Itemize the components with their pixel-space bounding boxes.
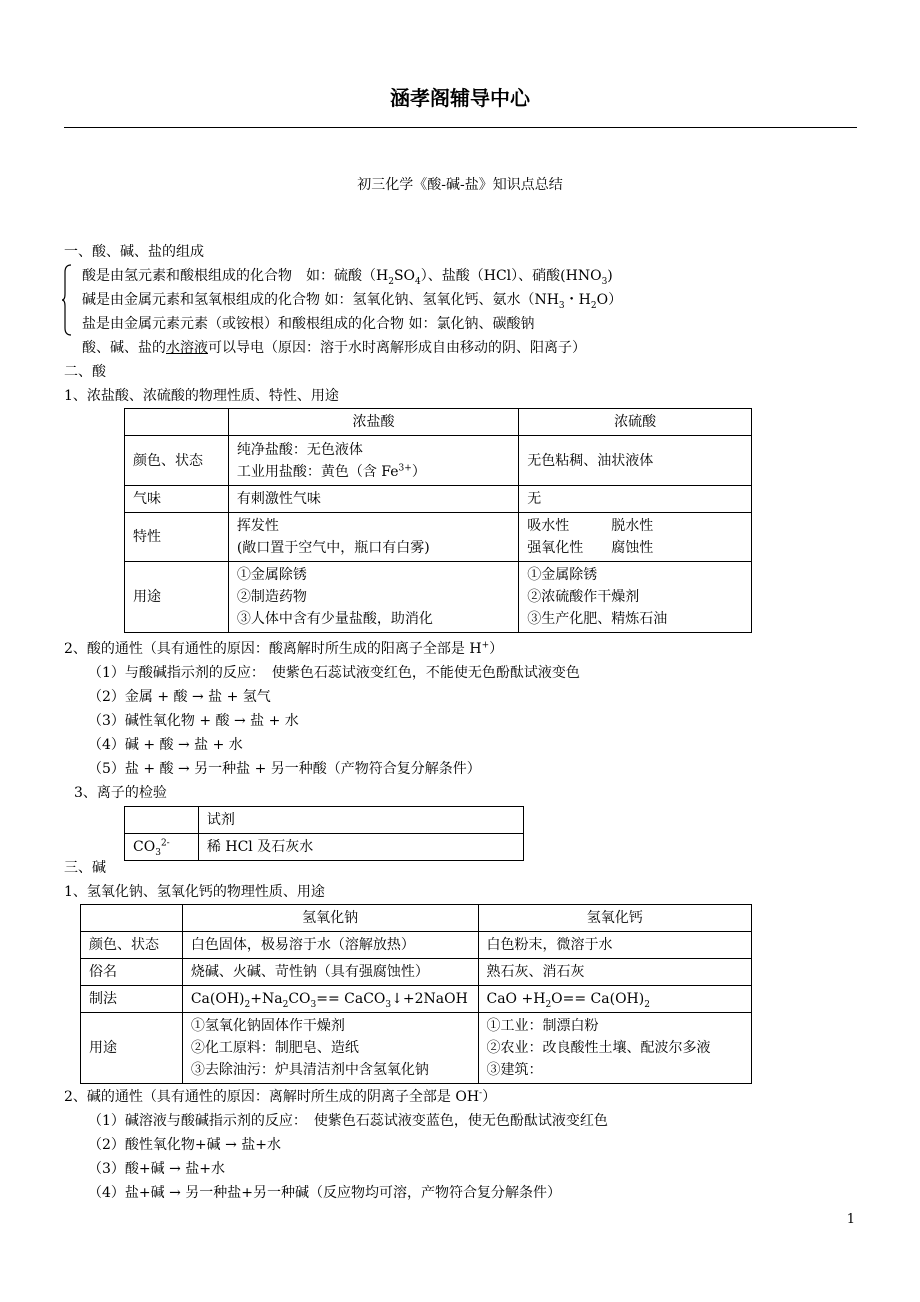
base-property-item: （3）酸+碱 → 盐+水 (88, 1161, 225, 1177)
table-cell: 白色固体，极易溶于水（溶解放热） (182, 932, 478, 959)
acid-property-item: （1）与酸碱指示剂的反应： 使紫色石蕊试液变红色，不能使无色酚酞试液变色 (88, 665, 580, 681)
page-title: 涵孝阁辅导中心 (390, 86, 530, 110)
acid-properties-table (124, 408, 752, 633)
reagent-cell: 稀 HCl 及石灰水 (198, 834, 523, 861)
table-cell: 烧碱、火碱、苛性钠（具有强腐蚀性） (182, 959, 478, 986)
acid-properties-heading: 1、浓盐酸、浓硫酸的物理性质、特性、用途 (64, 388, 339, 404)
row-label: 用途 (125, 562, 229, 633)
base-properties-heading: 1、氢氧化钠、氢氧化钙的物理性质、用途 (64, 884, 325, 900)
underlined-term: 水溶液 (166, 340, 208, 356)
table-cell: 无 (519, 486, 752, 513)
row-label: 制法 (81, 986, 183, 1013)
acid-property-item: （3）碱性氧化物 + 酸 → 盐 + 水 (88, 713, 299, 729)
row-label: 特性 (125, 513, 229, 562)
table-cell: 白色粉末，微溶于水 (478, 932, 752, 959)
base-general-properties: 2、碱的通性（具有通性的原因：离解时所生成的阴离子全部是 OH-） (64, 1088, 497, 1105)
table-header: 浓盐酸 (228, 409, 518, 436)
row-label: 颜色、状态 (81, 932, 183, 959)
section2-heading: 二、酸 (64, 364, 106, 380)
table-cell: 无色粘稠、油状液体 (519, 436, 752, 486)
table-cell: ①工业：制漂白粉 ②农业：改良酸性土壤、配波尔多液 ③建筑： (478, 1013, 752, 1084)
acid-property-item: （4）碱 + 酸 → 盐 + 水 (88, 737, 243, 753)
table-header: 浓硫酸 (519, 409, 752, 436)
table-cell: 吸水性 脱水性 强氧化性 腐蚀性 (519, 513, 752, 562)
table-cell: 熟石灰、消石灰 (478, 959, 752, 986)
table-header-empty (125, 409, 229, 436)
ion-test-table (124, 806, 524, 861)
base-properties-table (80, 904, 752, 1084)
acid-property-item: （2）金属 + 酸 → 盐 + 氢气 (88, 689, 271, 705)
table-cell: $Ca(OH)_2+Na_2CO_3==$ CaCO$_3$↓+2NaOH (182, 986, 478, 1013)
table-header: 氢氧化钙 (478, 905, 752, 932)
base-definition: 碱是由金属元素和氢氧根组成的化合物 如：氢氧化钠、氢氧化钙、氨水（$NH_3$・$H_2O$） (82, 292, 623, 311)
row-label: 颜色、状态 (125, 436, 229, 486)
ion-cell: $CO_3^{2-}$ (125, 834, 199, 861)
section3-heading: 三、碱 (64, 860, 106, 876)
row-label: 气味 (125, 486, 229, 513)
ion-test-heading: 3、离子的检验 (74, 785, 167, 801)
table-cell: ①金属除锈 ②制造药物 ③人体中含有少量盐酸，助消化 (228, 562, 518, 633)
table-header: 试剂 (198, 807, 523, 834)
page-number: 1 (846, 1212, 855, 1227)
base-property-item: （2）酸性氧化物+碱 → 盐+水 (88, 1137, 281, 1153)
conductivity-note: 酸、碱、盐的水溶液可以导电（原因：溶于水时离解形成自由移动的阴、阳离子） (82, 340, 586, 356)
section1-heading: 一、酸、碱、盐的组成 (64, 244, 204, 260)
salt-definition: 盐是由金属元素元素（或铵根）和酸根组成的化合物 如：氯化钠、碳酸钠 (82, 316, 535, 332)
table-cell: ①金属除锈 ②浓硫酸作干燥剂 ③生产化肥、精炼石油 (519, 562, 752, 633)
acid-property-item: （5）盐 + 酸 → 另一种盐 + 另一种酸（产物符合复分解条件） (88, 761, 481, 777)
header-rule (64, 127, 857, 128)
acid-general-properties: 2、酸的通性（具有通性的原因：酸离解时所生成的阳离子全部是 H+） (64, 640, 504, 657)
acid-definition: 酸是由氢元素和酸根组成的化合物 如：硫酸$(H_2SO_4)$、盐酸（HCl）、硝酸$(HNO_3)$ (82, 268, 613, 287)
document-subtitle: 初三化学《酸-碱-盐》知识点总结 (357, 177, 563, 193)
table-cell: CaO $+H_2O== Ca(OH)_2$ (478, 986, 752, 1013)
table-header-empty (125, 807, 199, 834)
row-label: 俗名 (81, 959, 183, 986)
table-cell: ①氢氧化钠固体作干燥剂 ②化工原料：制肥皂、造纸 ③去除油污：炉具清洁剂中含氢氧化钠 (182, 1013, 478, 1084)
table-cell: 纯净盐酸：无色液体 工业用盐酸：黄色（含 $Fe^{3+}$） (228, 436, 518, 486)
base-property-item: （4）盐+碱 → 另一种盐+另一种碱（反应物均可溶，产物符合复分解条件） (88, 1185, 561, 1201)
table-cell: 挥发性 (敞口置于空气中，瓶口有白雾) (228, 513, 518, 562)
row-label: 用途 (81, 1013, 183, 1084)
table-header-empty (81, 905, 183, 932)
base-property-item: （1）碱溶液与酸碱指示剂的反应： 使紫色石蕊试液变蓝色，使无色酚酞试液变红色 (88, 1113, 608, 1129)
table-cell: 有刺激性气味 (228, 486, 518, 513)
curly-brace-icon (62, 264, 72, 336)
table-header: 氢氧化钠 (182, 905, 478, 932)
